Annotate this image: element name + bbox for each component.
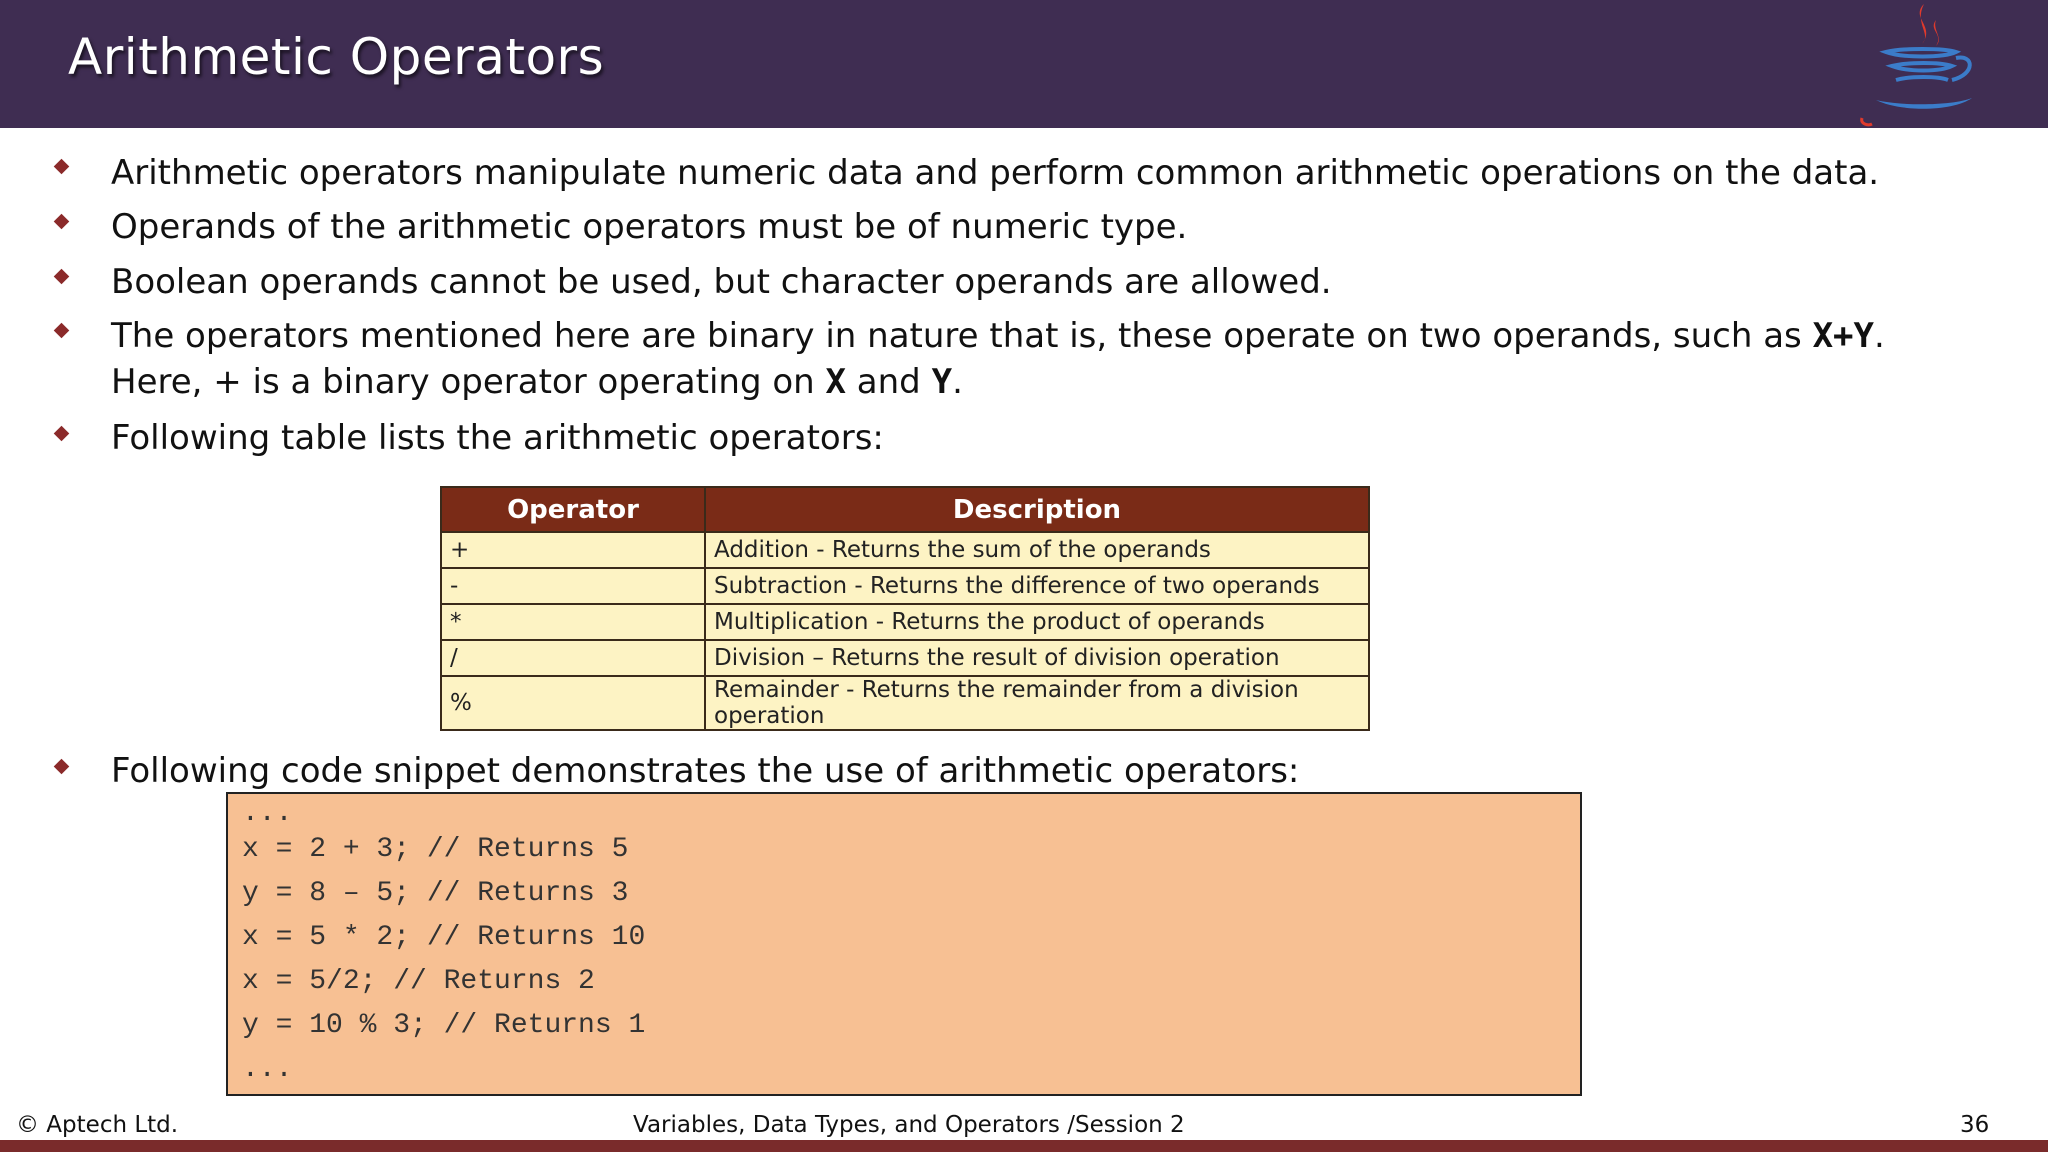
table-row [441, 676, 1369, 730]
column-header-operator: Operator [441, 487, 705, 532]
bullet-text: Here, + is a binary operator operating on [111, 362, 826, 402]
footer-copyright: © Aptech Ltd. [16, 1112, 179, 1138]
operator-cell: + [441, 532, 705, 568]
bullet-marker-icon [54, 426, 70, 442]
operator-cell: - [441, 568, 705, 604]
operator-cell: * [441, 604, 705, 640]
bullet-item: Following table lists the arithmetic operators: [111, 418, 884, 458]
java-logo-icon [1852, 0, 1992, 128]
operators-table [440, 486, 1370, 731]
bullet-item-continuation [111, 359, 963, 405]
page-number: 36 [1960, 1112, 1990, 1138]
description-cell: Addition - Returns the sum of the operands [705, 532, 1369, 568]
bullet-marker-icon [54, 759, 70, 775]
code-line: y = 10 % 3; // Returns 1 [242, 1010, 646, 1041]
column-header-description: Description [705, 487, 1369, 532]
bullet-text: and [845, 362, 932, 402]
code-line: x = 5 * 2; // Returns 10 [242, 922, 646, 953]
table-row [441, 568, 1369, 604]
bullet-text: . [952, 362, 963, 402]
inline-code: X+Y [1812, 316, 1874, 356]
bullet-marker-icon [54, 323, 70, 339]
description-cell: Division – Returns the result of division operation [705, 640, 1369, 676]
code-line: ... [242, 1054, 293, 1085]
bullet-text: The operators mentioned here are binary in nature that is, these operate on two operands, such as [111, 316, 1813, 356]
bullet-item: Boolean operands cannot be used, but character operands are allowed. [111, 262, 1332, 302]
footer-bar [0, 1140, 2048, 1152]
inline-code: Y [931, 362, 953, 402]
bullet-text: . [1873, 316, 1885, 356]
description-cell: Subtraction - Returns the difference of two operands [705, 568, 1369, 604]
code-line: x = 2 + 3; // Returns 5 [242, 834, 629, 865]
description-cell: Multiplication - Returns the product of operands [705, 604, 1369, 640]
code-snippet-box [226, 792, 1582, 1096]
bullet-marker-icon [54, 159, 70, 175]
code-line: x = 5/2; // Returns 2 [242, 966, 595, 997]
description-cell: Remainder - Returns the remainder from a division operation [705, 676, 1369, 730]
bullet-marker-icon [54, 269, 70, 285]
bullet-item: Following code snippet demonstrates the use of arithmetic operators: [111, 751, 1300, 791]
bullet-item [111, 313, 1885, 359]
inline-code: X [825, 362, 846, 402]
footer-course-title: Variables, Data Types, and Operators /Session 2 [633, 1112, 1185, 1138]
table-row [441, 604, 1369, 640]
bullet-item: Operands of the arithmetic operators must be of numeric type. [111, 207, 1188, 247]
table-row [441, 532, 1369, 568]
table-header-row [441, 487, 1369, 532]
operator-cell: % [441, 676, 705, 730]
table-row [441, 640, 1369, 676]
bullet-item: Arithmetic operators manipulate numeric data and perform common arithmetic operations on the data. [111, 153, 1880, 193]
bullet-marker-icon [54, 214, 70, 230]
title-bar [0, 0, 2048, 128]
code-line: y = 8 – 5; // Returns 3 [242, 878, 629, 909]
code-line: ... [242, 798, 293, 829]
slide-title: Arithmetic Operators [68, 28, 605, 86]
operator-cell: / [441, 640, 705, 676]
